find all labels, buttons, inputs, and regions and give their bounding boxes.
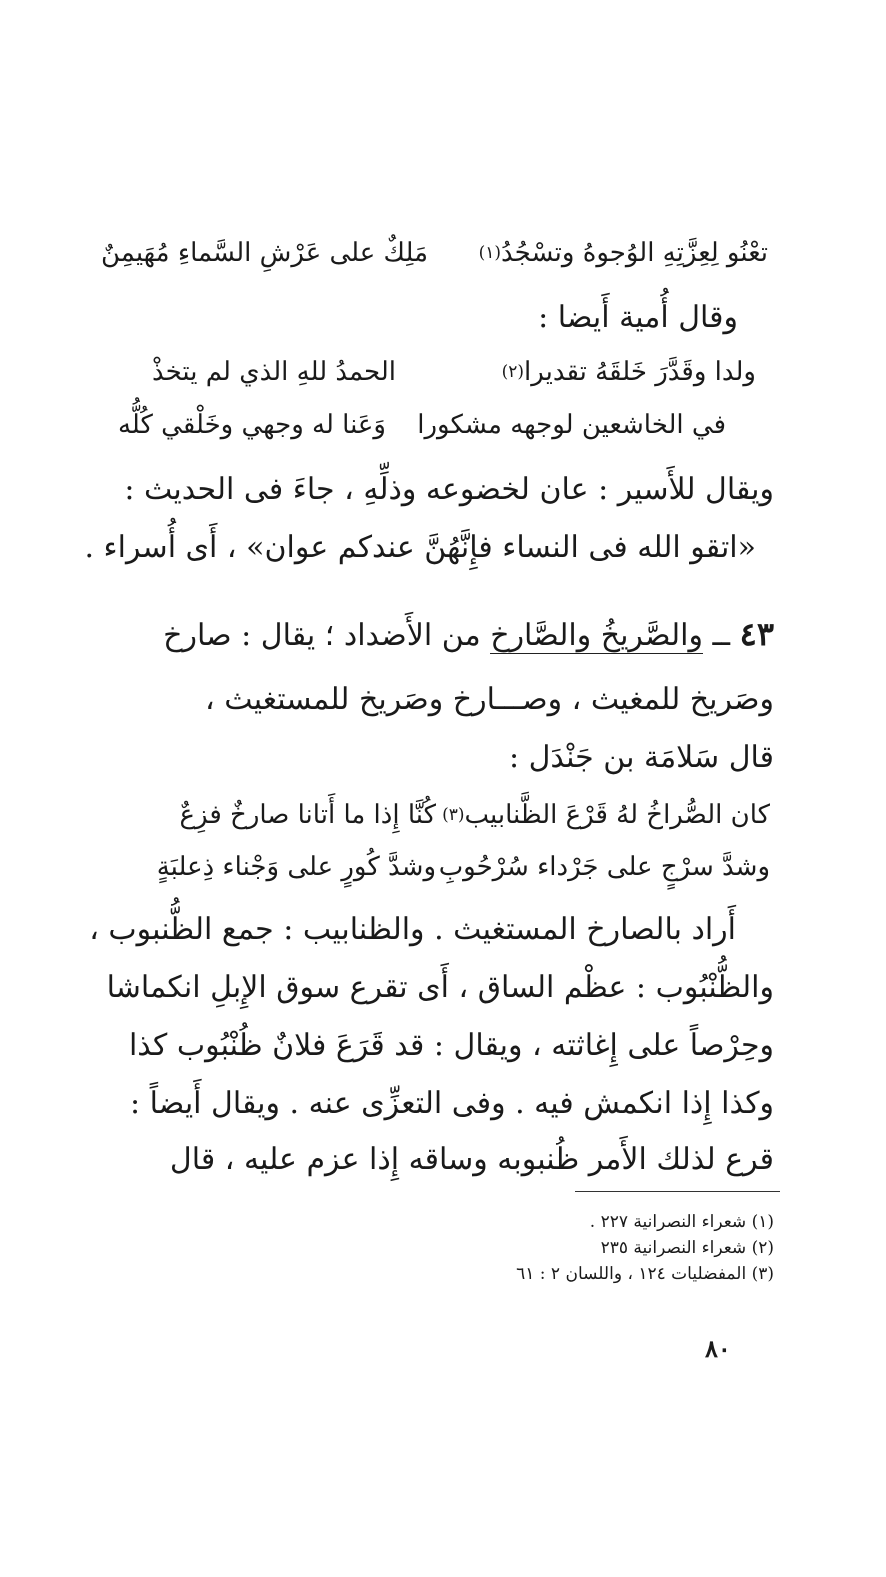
entry-dash: ــ (702, 618, 740, 653)
verse-1-second-hemistich (479, 236, 768, 270)
verse-4-first-hemistich: كُنَّا إِذا ما أَتانا صارخٌ فزِعٌ (179, 800, 436, 830)
entry-43-heading (163, 614, 774, 656)
verse-4-second-hemistich (442, 798, 770, 832)
page-number: ٨٠ (705, 1334, 731, 1363)
verse-2-second-hemistich (502, 355, 756, 389)
para-3-line-1: أَراد بالصارخ المستغيث . والظنابيب : جمع الظُّنبوب ، (89, 912, 736, 947)
entry-headword: والصَّريخُ والصَّارخ (490, 618, 703, 653)
footnote-2: (٢) شعراء النصرانية ٢٣٥ (600, 1238, 774, 1258)
para-2-line-2: قال سَلامَة بن جَنْدَل : (508, 740, 774, 775)
verse-2-second-text: ولدا وقَدَّرَ خَلقَهُ تقديرا (524, 357, 756, 387)
verse-4-second-text: كان الصُّراخُ لهُ قَرْعَ الظَّنابيب (464, 800, 770, 830)
verse-5-second-hemistich: وشدَّ سرْجٍ على جَرْداء سُرْحُوبِ (438, 852, 770, 882)
para-2-line-1: وصَريخ للمغيث ، وصـــارخ وصَريخ للمستغيث ، (205, 682, 774, 717)
para-3-line-4: وكذا إِذا انكمش فيه . وفى التعزِّى عنه . ويقال أَيضاً : (130, 1086, 774, 1121)
verse-1-first-hemistich: مَلِكٌ على عَرْشِ السَّماءِ مُهَيمِنٌ (101, 238, 428, 268)
para-3-line-3: وحِرْصاً على إِغاثته ، ويقال : قد قَرَعَ فلانٌ ظُنْبُوب كذا (128, 1028, 774, 1063)
footnote-ref-3: (٣) (442, 805, 465, 825)
footnote-divider (575, 1191, 780, 1192)
footnote-3: (٣) المفضليات ١٢٤ ، واللسان ٢ : ٦١ (516, 1264, 774, 1284)
footnote-1: (١) شعراء النصرانية ٢٢٧ . (589, 1212, 774, 1232)
verse-2-first-hemistich: الحمدُ للهِ الذي لم يتخذْ (151, 357, 396, 387)
verse-5-first-hemistich: وشدَّ كُورٍ على وَجْناء ذِعلبَةٍ (156, 852, 436, 882)
intro-line: وقال أُمية أَيضا : (538, 300, 738, 335)
verse-1-second-text: تعْنُو لِعِزَّتِهِ الوُجوهُ وتسْجُدُ (501, 238, 768, 268)
entry-text: من الأَضداد ؛ يقال : صارخ (163, 618, 491, 653)
entry-number: ٤٣ (739, 615, 774, 653)
verse-3-first-hemistich: وَعَنا له وجهي وخَلْقي كُلُّه (117, 410, 386, 440)
para-3-line-2: والظُّنْبُوب : عظْم الساق ، أَى تقرع سوق الإِبلِ انكماشا (106, 970, 774, 1005)
para-1-line-1: ويقال للأَسير : عان لخضوعه وذلِّهِ ، جاءَ فى الحديث : (124, 472, 774, 507)
para-1-line-2: «اتقو الله فى النساء فإِنَّهُنَّ عندكم عوان» ، أَى أُسراء . (84, 530, 756, 565)
footnote-ref-1: (١) (478, 243, 502, 263)
para-3-line-5: قرع لذلك الأَمر ظُنبوبه وساقه إِذا عزم عليه ، قال (169, 1142, 774, 1177)
footnote-ref-2: (٢) (501, 362, 525, 382)
verse-3-second-hemistich: في الخاشعين لوجهه مشكورا (417, 410, 726, 440)
